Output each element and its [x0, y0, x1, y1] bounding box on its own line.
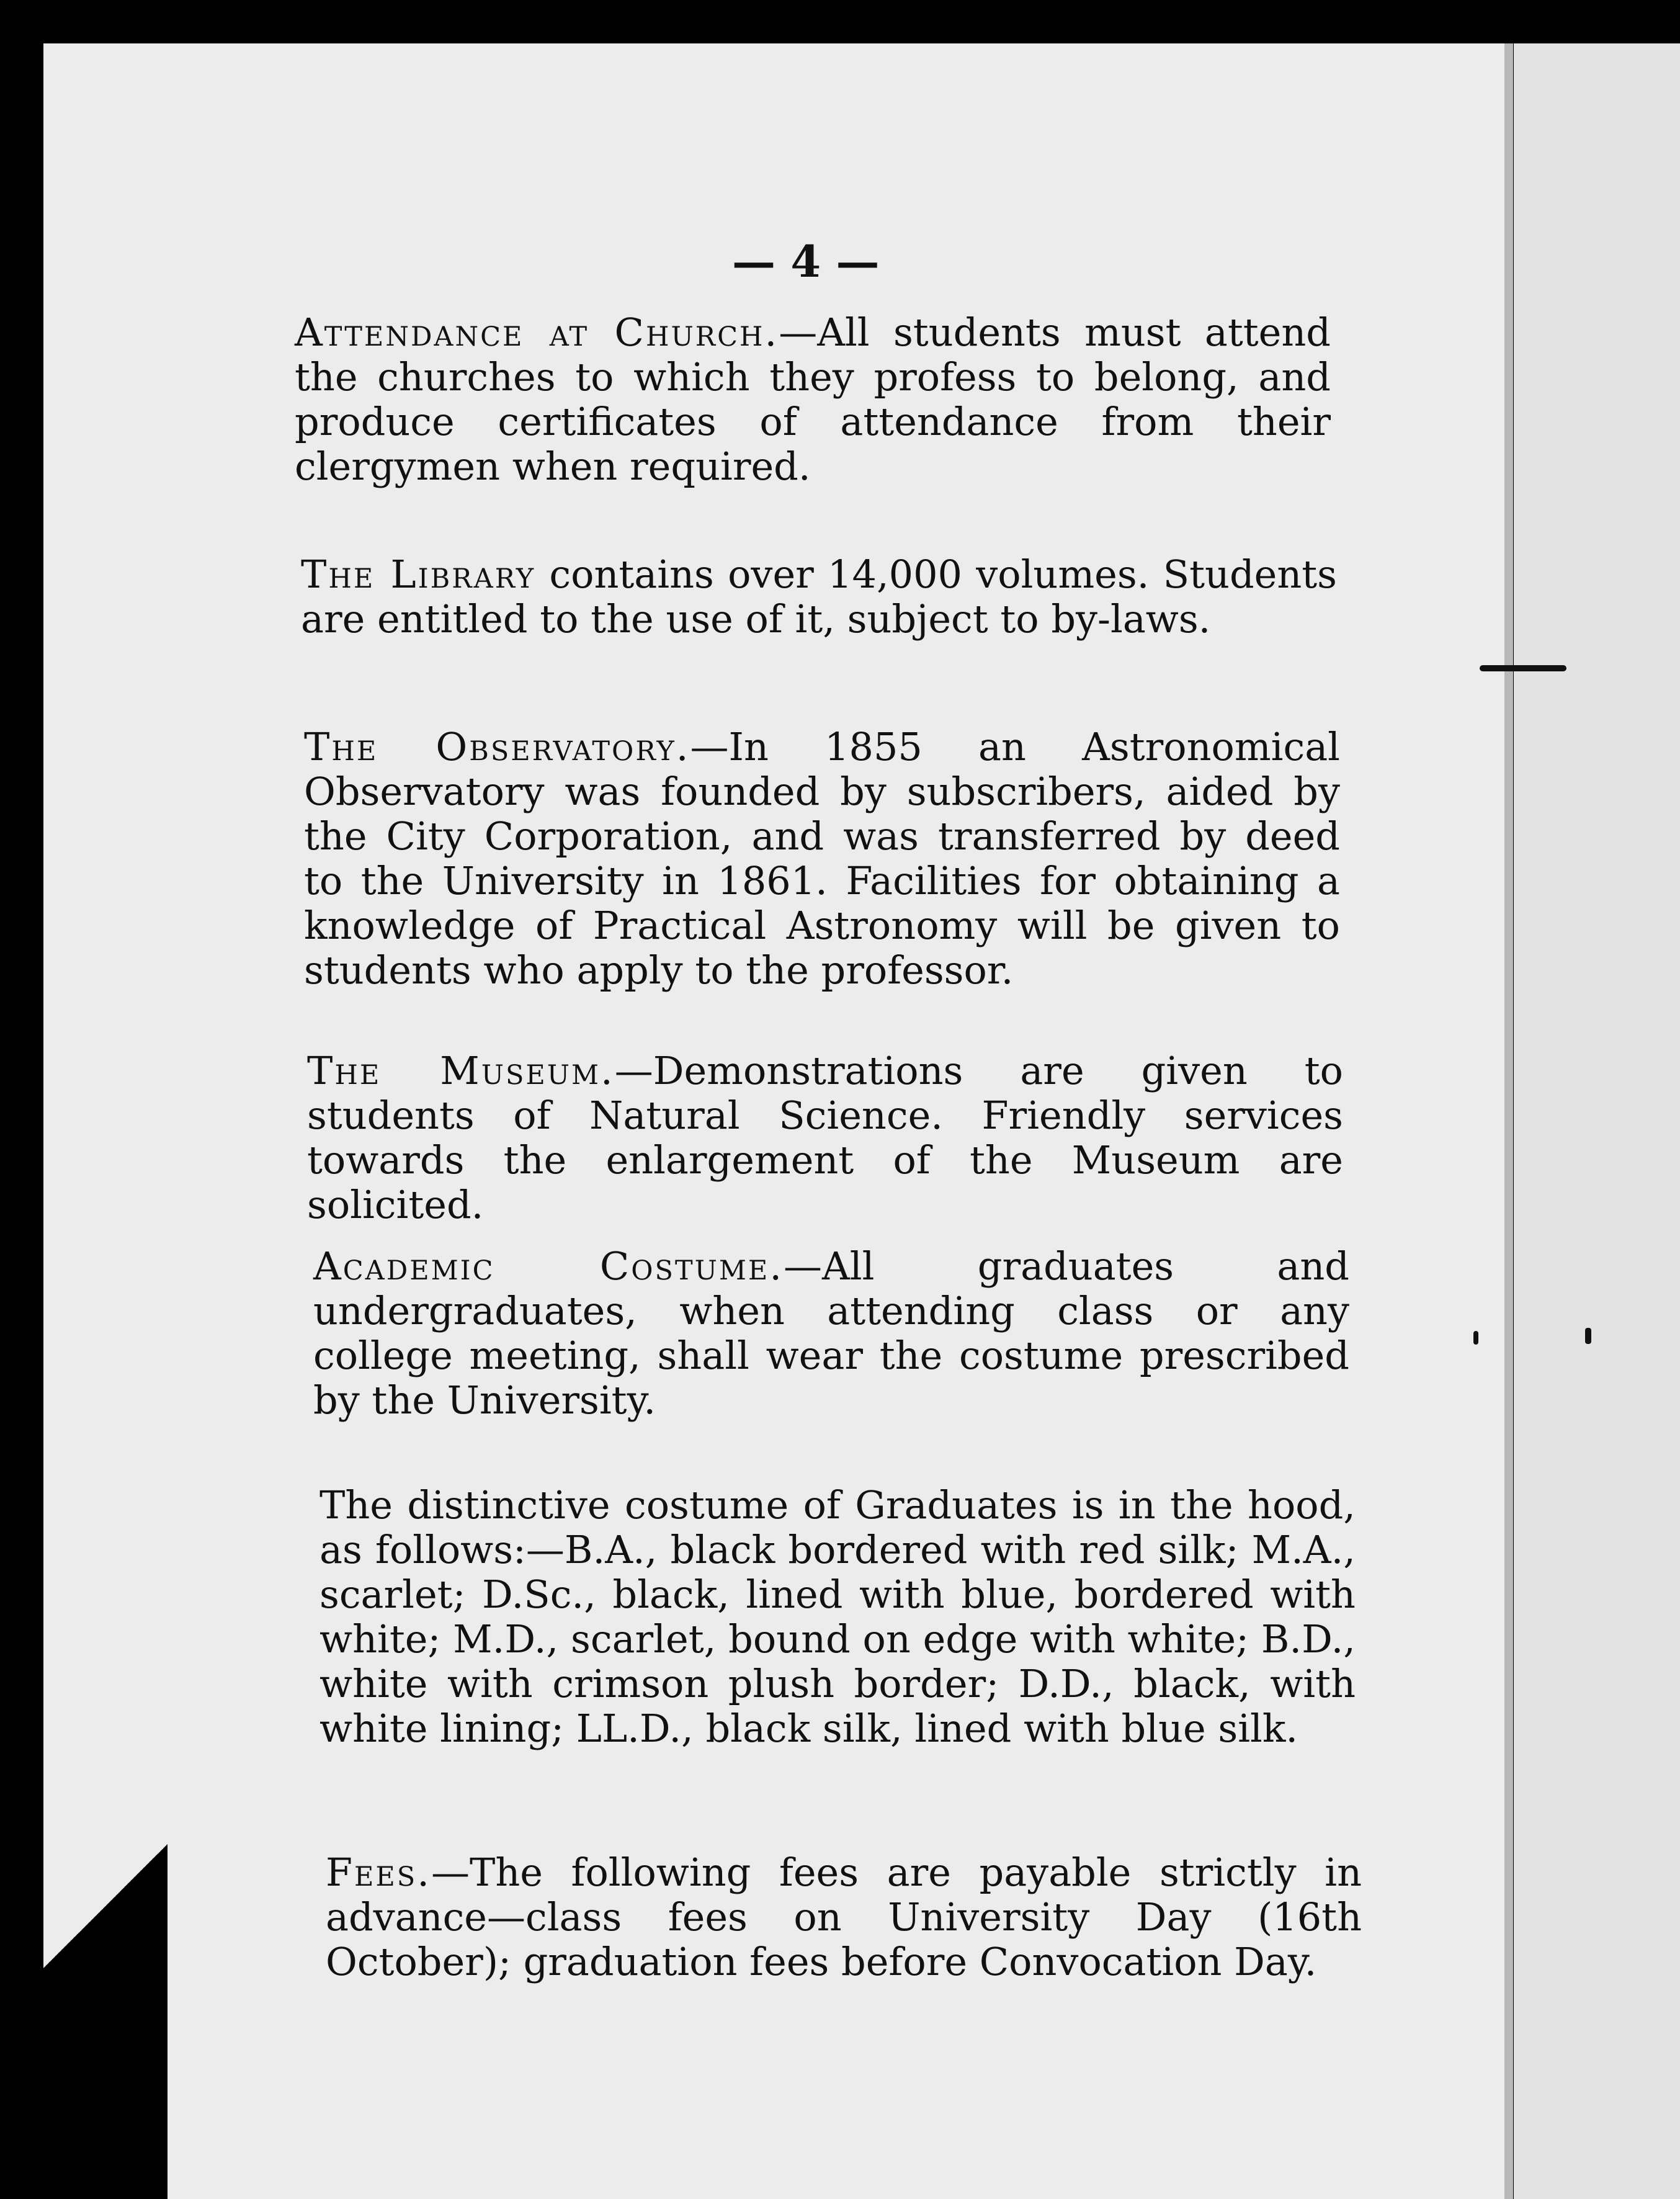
paragraph-text: —The following fees are payable strictly in advance—class fees on University Day (16th October); graduation fees before Convocation Day.: [326, 1850, 1362, 1984]
section-heading: Fees.: [326, 1850, 431, 1895]
paragraph-text: —All graduates and undergraduates, when attending class or any college meeting, shall wear the costume prescribed by the University.: [313, 1243, 1349, 1423]
facing-page-edge: [1514, 43, 1680, 2199]
section-heading: The Museum.: [307, 1048, 615, 1093]
paragraph-text: —Demonstrations are given to students of Natural Science. Friendly services towards the enlargement of the Museum are solicited.: [307, 1048, 1343, 1227]
paragraph-library: [301, 552, 1337, 642]
section-heading: The Observatory.: [304, 724, 690, 769]
paragraph-graduate-costume: [319, 1483, 1356, 1751]
paragraph-text: —In 1855 an Astronomical Observatory was founded by subscribers, aided by the City Corporation, and was transferred by deed to the University in 1861. Facilities for obtaining a knowledge of Practical Astronomy will be given to students who apply to the professor.: [304, 724, 1340, 993]
paragraph-text: The distinctive costume of Graduates is in the hood, as follows:—B.A., black bordered with red silk; M.A., scarlet; D.Sc., black, lined with blue, bordered with white; M.D., scarlet, bound on edge with white; B.D., white with crimson plush border; D.D., black, with white lining; LL.D., black silk, lined with blue silk.: [319, 1482, 1356, 1751]
section-heading: Academic Costume.: [313, 1243, 784, 1289]
paragraph-academic-costume: [313, 1244, 1349, 1423]
paragraph-text: —All students must attend the churches to which they profess to belong, and produce certificates of attendance from their clergymen when required.: [295, 310, 1331, 489]
section-heading: The Library: [301, 552, 536, 597]
ink-mark: [1480, 665, 1566, 671]
ink-mark: [1473, 1331, 1478, 1345]
section-heading: Attendance at Church.: [295, 310, 779, 355]
paragraph-fees: [326, 1850, 1362, 1984]
page-curl-shadow: [43, 1613, 168, 2199]
paragraph-museum: [307, 1049, 1343, 1227]
paragraph-observatory: [304, 725, 1340, 993]
ink-mark: [1585, 1328, 1591, 1344]
page-number: — 4 —: [732, 236, 880, 287]
page-gutter: [1504, 43, 1513, 2199]
paragraph-attendance-at-church: [295, 310, 1331, 489]
paragraph-text: contains over 14,000 volumes. Students are entitled to the use of it, subject to by-laws.: [301, 552, 1337, 642]
